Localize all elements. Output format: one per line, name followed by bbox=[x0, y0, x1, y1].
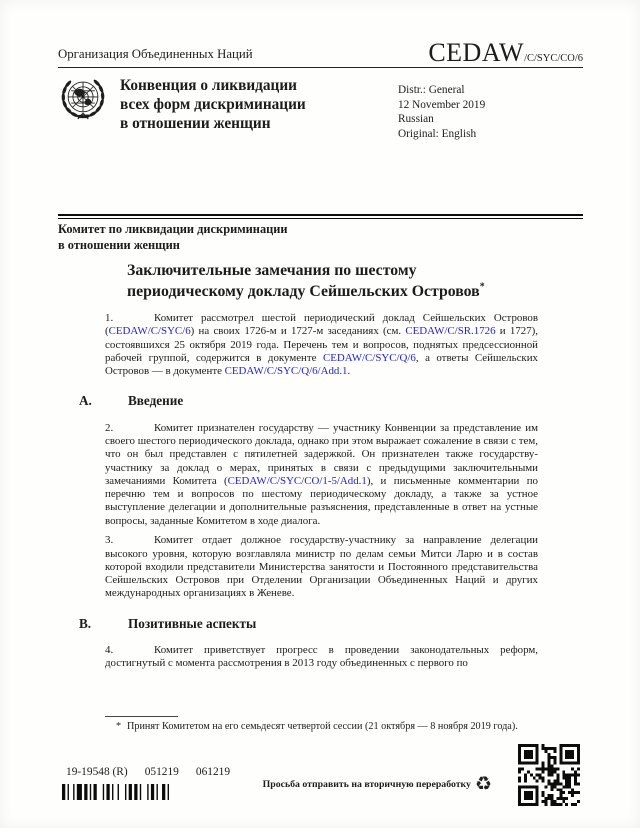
paragraph: 3. Комитет отдает должное государству-участнику за направление делегации высокого уровня, которую возглавляла министр по делам семьи Митси Ларю и в состав которой входили представители Министерства занятости и Постоянного представительства Сейшельских Островов при Отделении Организации Объединенных Наций и других международных организациях в Женеве. bbox=[105, 534, 538, 600]
section-heading-a bbox=[79, 393, 538, 410]
title-footnote-marker: * bbox=[479, 281, 485, 293]
paragraph-number: 1. bbox=[105, 312, 114, 324]
document-id-line bbox=[66, 766, 230, 778]
paragraph-number: 4. bbox=[105, 644, 114, 656]
header-rule bbox=[58, 67, 583, 68]
recycle-icon: ♻ bbox=[474, 773, 492, 795]
committee-name bbox=[58, 222, 288, 253]
document-symbol bbox=[428, 38, 583, 68]
paragraph: 1. Комитет рассмотрел шестой периодический доклад Сейшельских Островов (CEDAW/C/SYC/6) на своих 1726-м и 1727-м заседаниях (см. CEDAW/C/SR.1726 и 1727), состоявшихся 25 октября 2019 года. Перечень тем и вопросов, поднятых предсессионной рабочей группой, содержится в документе CEDAW/C/SYC/Q/6, а ответы Сейшельских Островов — в документе CEDAW/C/SYC/Q/6/Add.1. bbox=[105, 312, 538, 377]
convention-title bbox=[120, 76, 306, 133]
barcode bbox=[62, 784, 175, 800]
distr-line: Russian bbox=[398, 113, 434, 126]
footnote bbox=[116, 721, 548, 734]
distr-line: Original: English bbox=[398, 128, 477, 141]
document-symbol-link[interactable]: CEDAW/C/SR.1726 bbox=[405, 325, 496, 338]
distribution-info bbox=[398, 83, 485, 142]
job-number: 19-19548 (R) bbox=[66, 766, 128, 778]
document-body bbox=[79, 312, 538, 677]
distr-line: Distr.: General bbox=[398, 84, 465, 96]
footnote-divider bbox=[105, 716, 178, 717]
paragraph: 4. Комитет приветствует прогресс в проведении законодательных реформ, достигнутый с момента рассмотрения в 2013 году объединенных с первого по bbox=[105, 644, 538, 670]
document-title-text: Заключительные замечания по шестому периодическому докладу Сейшельских Островов bbox=[127, 262, 480, 300]
qr-code bbox=[518, 744, 580, 806]
paragraph: 2. Комитет признателен государству — участнику Конвенции за представление им своего шестого периодического доклада, однако при этом выражает сожаление в связи с тем, что он был представлен с пятилетней задержкой. Он признателен также государству-участнику за доклад о мерах, принятых в связи с предыдущими заключительными замечаниями Комитета (CEDAW/C/SYC/CO/1-5/Add.1), и письменные комментарии по перечню тем и вопросов по шестому периодическому докладу, а также за устное выступление делегации и дополнительные разъяснения, представленные в ответ на устные вопросы, заданные Комитетом в ходе диалога. bbox=[105, 421, 538, 527]
footnote-marker: * bbox=[116, 721, 122, 732]
section-letter: A. bbox=[79, 393, 92, 409]
section-letter: B. bbox=[79, 615, 92, 631]
section-heading-b bbox=[79, 616, 538, 633]
committee-name-line: Комитет по ликвидации дискриминации bbox=[58, 222, 288, 236]
date-code: 051219 bbox=[144, 766, 179, 778]
date-code: 061219 bbox=[195, 766, 231, 778]
footnote-text: Принят Комитетом на его семьдесят четвертой сессии (21 октября — 8 ноября 2019 года). bbox=[127, 721, 518, 732]
un-emblem-icon bbox=[55, 72, 111, 139]
recycle-text: Просьба отправить на вторичную переработку bbox=[262, 779, 471, 790]
document-symbol-link[interactable]: CEDAW/C/SYC/6 bbox=[108, 325, 191, 338]
document-symbol-link[interactable]: CEDAW/C/SYC/CO/1-5/Add.1 bbox=[227, 474, 367, 487]
document-symbol-main: CEDAW bbox=[428, 38, 525, 67]
convention-title-line: Конвенция о ликвидации bbox=[120, 77, 297, 94]
section-title: Позитивные аспекты bbox=[128, 615, 257, 631]
section-title: Введение bbox=[128, 393, 184, 409]
paragraph-number: 2. bbox=[105, 421, 114, 434]
section-divider-rule bbox=[58, 214, 583, 219]
document-symbol-suffix: /C/SYC/CO/6 bbox=[524, 53, 583, 64]
convention-title-line: в отношении женщин bbox=[120, 115, 271, 132]
distr-line: 12 November 2019 bbox=[398, 98, 486, 111]
document-title bbox=[127, 261, 519, 303]
convention-title-line: всех форм дискриминации bbox=[120, 96, 306, 113]
document-symbol-link[interactable]: CEDAW/C/SYC/Q/6 bbox=[322, 351, 416, 364]
paragraph-number: 3. bbox=[105, 534, 114, 547]
org-name: Организация Объединенных Наций bbox=[58, 47, 253, 61]
recycle-note bbox=[242, 775, 492, 794]
committee-name-line: в отношении женщин bbox=[58, 237, 180, 252]
document-symbol-link[interactable]: CEDAW/C/SYC/Q/6/Add.1 bbox=[224, 365, 348, 377]
